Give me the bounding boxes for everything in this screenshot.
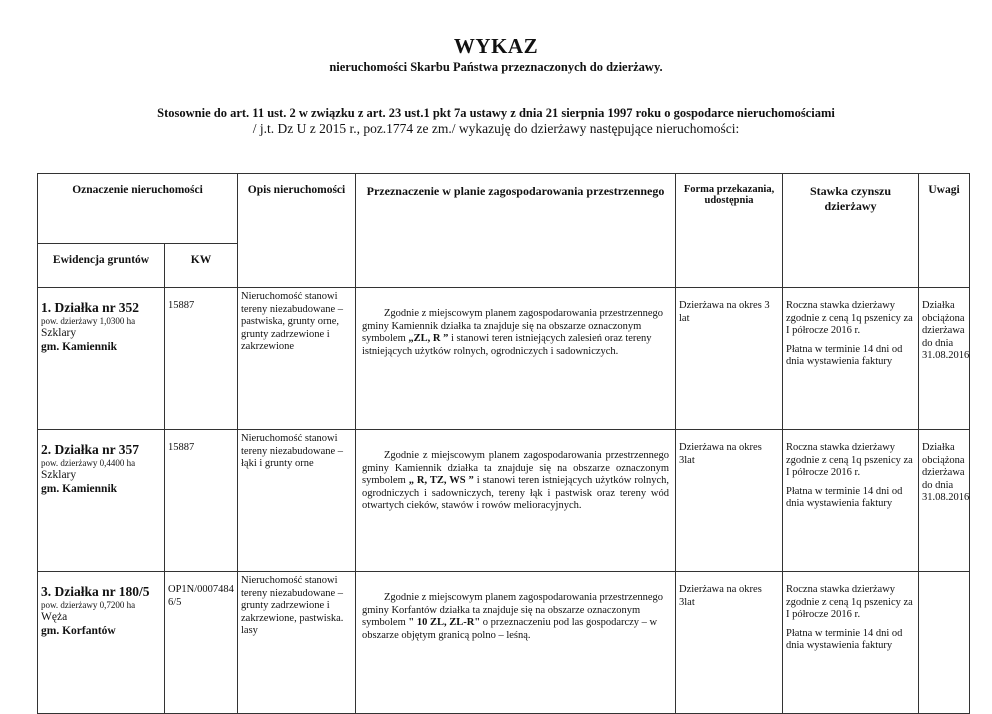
document-title: WYKAZ (453, 34, 539, 58)
stawka-cell (783, 572, 919, 714)
parcel-number: 2. Działka nr 357 (41, 442, 140, 457)
kw-cell: 15887 (165, 288, 238, 430)
locality: Szklary (41, 468, 77, 481)
parcel-number: 1. Działka nr 352 (41, 300, 140, 315)
uwagi-cell: Działka obciążona dzierżawa do dnia 31.08.2016 (919, 430, 970, 572)
plan-text-cont: o przeznaczeniu pod las gospodarczy – w obszarze objętym granicą polno – leśną. (362, 617, 658, 641)
legal-basis-line: Stosownie do art. 11 ust. 2 w związku z art. 23 ust.1 pkt 7a ustawy z dnia 21 sierpnia 1997 roku o gospodarce nieruchomościami (157, 106, 835, 120)
plan-symbol: „ R, TZ, WS ” (408, 475, 474, 487)
parcel-number: 3. Działka nr 180/5 (41, 584, 150, 599)
forma-cell: Dzierżawa na okres 3 lat (676, 288, 783, 430)
header-uwagi: Uwagi (919, 174, 970, 288)
plan-symbol: " 10 ZL, ZL-R" (408, 617, 481, 629)
stawka-rate: Roczna stawka dzierżawy zgodnie z ceną 1q pszenicy za I półrocze 2016 r. (786, 300, 913, 337)
header-opis: Opis nieruchomości (238, 174, 356, 288)
commune: gm. Korfantów (41, 624, 116, 637)
kw-cell: 15887 (165, 430, 238, 572)
header-ewidencja: Ewidencja gruntów (38, 244, 165, 288)
opis-cell: Nieruchomość stanowi tereny niezabudowane – łąki i grunty orne (238, 430, 356, 572)
table-header-row (38, 174, 970, 244)
opis-cell: Nieruchomość stanowi tereny niezabudowane – grunty zadrzewione i zakrzewione, pastwiska. lasy (238, 572, 356, 714)
plan-text-cont: i stanowi teren istniejących zalesień oraz tereny istniejących użytków rolnych, ogrodniczych i sadowniczych. (362, 333, 652, 357)
forma-cell: Dzierżawa na okres 3lat (676, 572, 783, 714)
forma-cell: Dzierżawa na okres 3lat (676, 430, 783, 572)
uwagi-cell (919, 572, 970, 714)
stawka-payment: Płatna w terminie 14 dni od dnia wystawienia faktury (786, 627, 903, 652)
uwagi-cell: Działka obciążona dzierżawa do dnia 31.08.2016 (919, 288, 970, 430)
lease-area: pow. dzierżawy 1,0300 ha (41, 316, 136, 327)
stawka-rate: Roczna stawka dzierżawy zgodnie z ceną 1q pszenicy za I półrocze 2016 r. (786, 442, 913, 479)
plan-symbol: „ZL, R ” (408, 333, 449, 345)
plan-text: Zgodnie z miejscowym planem zagospodarowania przestrzennego gminy Korfantów działka ta znajduje się na obszarze oznaczonym symbolem (362, 592, 664, 629)
property-list-table (37, 173, 970, 714)
lease-area: pow. dzierżawy 0,7200 ha (41, 600, 136, 611)
stawka-rate: Roczna stawka dzierżawy zgodnie z ceną 1q pszenicy za I półrocze 2016 r. (786, 584, 913, 621)
table-row (38, 572, 970, 714)
table-row (38, 430, 970, 572)
stawka-cell (783, 430, 919, 572)
przeznaczenie-cell (356, 572, 676, 714)
stawka-cell (783, 288, 919, 430)
header-oznaczenie: Oznaczenie nieruchomości (38, 174, 238, 244)
commune: gm. Kamiennik (41, 482, 118, 495)
locality: Szklary (41, 326, 77, 339)
stawka-payment: Płatna w terminie 14 dni od dnia wystawienia faktury (786, 485, 903, 510)
ewidencja-cell (38, 430, 165, 572)
document-subtitle: nieruchomości Skarbu Państwa przeznaczonych do dzierżawy. (329, 60, 663, 74)
ewidencja-cell (38, 572, 165, 714)
ewidencja-cell (38, 288, 165, 430)
plan-text: Zgodnie z miejscowym planem zagospodarowania przestrzennego gminy Kamiennik działka ta znajduje się na obszarze oznaczonym symbolem (362, 308, 664, 345)
header-kw: KW (165, 244, 238, 288)
header-przeznaczenie: Przeznaczenie w planie zagospodarowania przestrzennego (356, 174, 676, 288)
locality: Węża (41, 610, 68, 623)
przeznaczenie-cell (356, 288, 676, 430)
stawka-payment: Płatna w terminie 14 dni od dnia wystawienia faktury (786, 343, 903, 368)
table-row (38, 288, 970, 430)
legal-basis-line-2: / j.t. Dz U z 2015 r., poz.1774 ze zm./ wykazuję do dzierżawy następujące nieruchomości: (252, 121, 740, 136)
commune: gm. Kamiennik (41, 340, 118, 353)
przeznaczenie-cell (356, 430, 676, 572)
header-forma: Forma przekazania, udostępnia (676, 174, 783, 288)
kw-cell: OP1N/00074846/5 (165, 572, 238, 714)
plan-text: Zgodnie z miejscowym planem zagospodarowania przestrzennego gminy Kamiennik działka ta znajduje się na obszarze oznaczonym symbolem (362, 450, 670, 487)
plan-text-cont: i stanowi teren istniejących użytków rolnych, ogrodniczych i sadowniczych, tereny łąk i pastwisk oraz tereny wód otwartych cieków, stawów i rowów melioracyjnych. (362, 475, 670, 512)
lease-area: pow. dzierżawy 0,4400 ha (41, 458, 136, 469)
opis-cell: Nieruchomość stanowi tereny niezabudowane – pastwiska, grunty orne, grunty zadrzewione i zakrzewione (238, 288, 356, 430)
header-stawka: Stawka czynszu dzierżawy (783, 174, 919, 288)
